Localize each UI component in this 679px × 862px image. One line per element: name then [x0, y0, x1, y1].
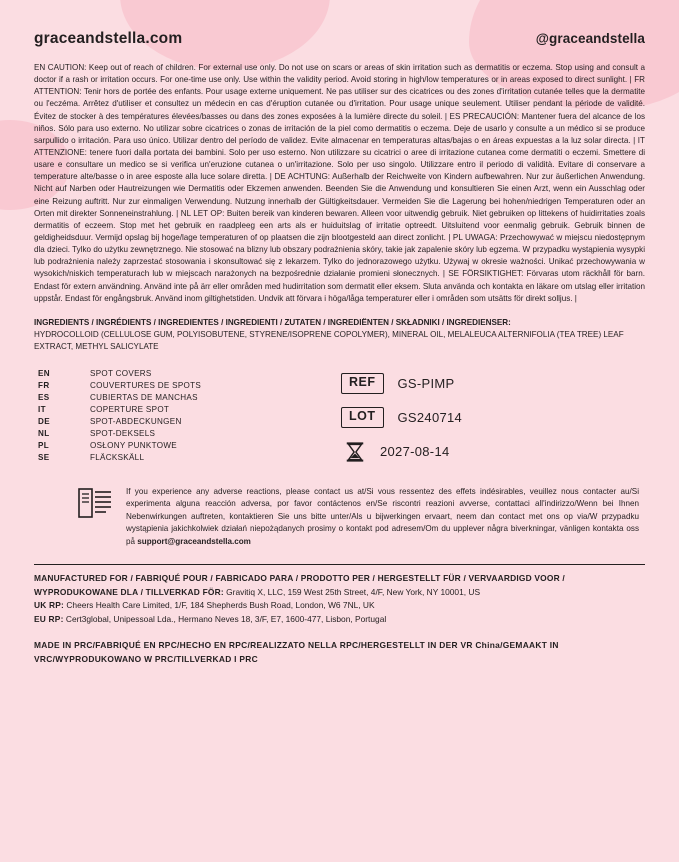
- table-row: [38, 415, 201, 427]
- lang-code: DE: [38, 416, 51, 426]
- lot-label: LOT: [341, 407, 384, 428]
- ref-value: GS-PIMP: [397, 376, 455, 392]
- lang-code: IT: [38, 404, 46, 414]
- product-name: COPERTURE SPOT: [90, 404, 170, 414]
- product-name: SPOT-ABDECKUNGEN: [90, 416, 182, 426]
- brand-social-handle: @graceandstella: [535, 31, 645, 46]
- names-and-codes: [34, 367, 645, 476]
- table-row: [38, 367, 201, 379]
- caution-paragraph: EN CAUTION: Keep out of reach of children. For external use only. Do not use on scars or areas of skin irritation such as dermatitis or eczema. Stop using and consult a doctor if a rash or irritation occurs. For one-time use only. Use within the validity period. Avoid storing in high/low temperatures or in areas exposed to direct sunlight. | FR ATTENTION: Tenir hors de portée des enfants. Pour usage externe uniquement. Ne pas utiliser sur des cicatrices ou des zones d'irritation cutanée telles que la dermatite ou l'eczéma. Arrêtez d'utiliser et consultez un médecin en cas d'éruption cutanée ou d'irritation. Pour usage unique seulement. Utiliser pendant la période de validité. Évitez de stocker à des températures élevées/basses ou dans des zones exposées à la lumière directe du soleil. | ES PRECAUCIÓN: Mantener fuera del alcance de los niños. Sólo para uso externo. No utilizar sobre cicatrices o zonas de irritación de la piel como dermatitis o eczema. Deje de usarlo y consulte a un médico si se produce sarpullido o irritación. Para uso único. Utilizar dentro del período de validez. Evite almacenar en temperaturas altas/bajas o en áreas expuestas a la luz solar directa. | IT ATTENZIONE: tenere fuori dalla portata dei bambini. Solo per uso esterno. Non utilizzare su cicatrici o aree di irritazione cutanea come dermatiti o eczemi. Smettere di usare e consultare un medico se si verifica un'eruzione cutanea o un'irritazione. Solo per uso singolo. Utilizzare entro il periodo di validità. Evitare di conservare a temperature alte/basse o in aree esposte alla luce solare diretta. | DE ACHTUNG: Außerhalb der Reichweite von Kindern aufbewahren. Nur zur äußerlichen Anwendung. Nicht auf Narben oder Hautreizungen wie Dermatitis oder Ekzemen anwenden. Beenden Sie die Anwendung und konsultieren Sie einen Arzt, wenn ein Ausschlag oder eine Reizung auftritt. Nur zur einmaligen Verwendung. Nutzung innerhalb der Gültigkeitsdauer. Vermeiden Sie die Lagerung bei hohen/niedrigen Temperaturen oder an Orten mit direkter Sonneneinstrahlung. | NL LET OP: Buiten bereik van kinderen bewaren. Alleen voor uitwendig gebruik. Niet gebruiken op littekens of huidirritaties zoals dermatitis of eczeem. Stop met het gebruik en raadpleeg een arts als er huiduitslag of irritatie optreedt. Uitsluitend voor eenmalig gebruik. Gebruik binnen de geldigheidsduur. Vermijd opslag bij hoge/lage temperaturen of op plaatsen die zijn blootgesteld aan direct zonlicht. | PL UWAGA: Przechowywać w miejscu niedostępnym dla dzieci. Tylko do użytku zewnętrznego. Nie stosować na blizny lub obszary podrażnienia skóry, takie jak zapalenie skóry lub egzema. W przypadku wystąpienia wysypki lub podrażnienia należy zaprzestać stosowania i skonsultować się z lekarzem. Tylko do jednorazowego użytku. Używaj w okresie ważności. Unikać przechowywania w wysokich/niskich temperaturach lub w miejscach narażonych na bezpośrednie działanie promieni słonecznych. | SE FÖRSIKTIGHET: Förvaras utom räckhåll för barn. Endast för extern användning. Använd inte på ärr eller områden med hudirritation som dermatit eller eksem. Sluta använda och kontakta en läkare om utslag eller irritation uppstår. Endast för engångsbruk. Använd inom giltighetstiden. Undvik att förvara i höga/låga temperaturer eller i områden som utsätts för direkt solljus. |: [34, 63, 645, 303]
- product-name-table: [38, 367, 201, 463]
- table-row: [38, 379, 201, 391]
- lang-code: FR: [38, 380, 50, 390]
- brand-website: graceandstella.com: [34, 30, 183, 47]
- lang-code: PL: [38, 440, 50, 450]
- table-row: [38, 439, 201, 451]
- product-name: FLÄCKSKÄLL: [90, 452, 145, 462]
- lang-code: SE: [38, 452, 50, 462]
- lang-code: ES: [38, 392, 50, 402]
- uk-rp-label: UK RP:: [34, 600, 65, 611]
- eu-rp-label: EU RP:: [34, 613, 64, 624]
- support-email: support@graceandstella.com: [137, 536, 251, 546]
- expiry-value: 2027-08-14: [380, 444, 450, 460]
- ref-row: [341, 373, 641, 394]
- adverse-reaction-notice: [34, 486, 645, 549]
- product-name: SPOT COVERS: [90, 368, 152, 378]
- ingredients-list: HYDROCOLLOID (CELLULOSE GUM, POLYISOBUTENE, STYRENE/ISOPRENE COPOLYMER), MINERAL OIL, MELALEUCA ALTERNIFOLIA (TEA TREE) LEAF EXTRACT, METHYL SALICYLATE: [34, 329, 624, 352]
- manufactured-for-label: MANUFACTURED FOR / FABRIQUÉ POUR / FABRICADO PARA / PRODOTTO PER / HERGESTELLT FÜR / VERVAARDIGD VOOR / WYPRODUKOWANE DLA / TILLVERKAD FÖR:: [34, 573, 565, 597]
- made-in-statement: MADE IN PRC/FABRIQUÉ EN RPC/HECHO EN RPC/REALIZZATO NELLA RPC/HERGESTELLT IN DER VR China/GEMAAKT IN VRC/WYPRODUKOWANO W PRC/TILLVERKAD I PRC: [34, 640, 559, 664]
- uk-rp-value: Cheers Health Care Limited, 1/F, 184 Shepherds Bush Road, London, W6 7NL, UK: [66, 600, 375, 611]
- table-row: [38, 451, 201, 463]
- manufactured-for: [34, 572, 645, 599]
- hourglass-icon: [344, 441, 366, 463]
- eu-rp: [34, 613, 645, 626]
- ingredients-section: [34, 317, 645, 353]
- eu-rp-value: Cert3global, Unipessoal Lda., Hermano Neves 18, 3/F, E7, 1600-477, Lisbon, Portugal: [65, 613, 387, 624]
- table-row: [38, 403, 201, 415]
- notice-text: [126, 486, 639, 549]
- product-name: SPOT-DEKSELS: [90, 428, 156, 438]
- product-name: CUBIERTAS DE MANCHAS: [90, 392, 198, 402]
- table-row: [38, 391, 201, 403]
- expiry-row: [341, 441, 641, 463]
- lang-code: EN: [38, 368, 51, 378]
- product-name: OSŁONY PUNKTOWE: [90, 440, 177, 450]
- lang-code: NL: [38, 428, 50, 438]
- lot-row: [341, 407, 641, 428]
- manufacturer-block: [34, 564, 645, 626]
- lot-value: GS240714: [397, 409, 463, 425]
- manufactured-for-value: Gravitiq X, LLC, 159 West 25th Street, 4/F, New York, NY 10001, US: [226, 586, 481, 597]
- ref-label: REF: [341, 373, 384, 394]
- ingredients-heading: INGREDIENTS / INGRÉDIENTS / INGREDIENTES / INGREDIENTI / ZUTATEN / INGREDIËNTEN / SKŁADNIKI / INGREDIENSER:: [34, 317, 511, 327]
- code-block: [341, 373, 641, 476]
- header: [34, 30, 645, 48]
- product-name: COUVERTURES DE SPOTS: [90, 380, 202, 390]
- uk-rp: [34, 599, 645, 612]
- notice-body: If you experience any adverse reactions, please contact us at/Si vous ressentez des effets indésirables, veuillez nous contacter au/Si experimenta alguna reacción adversa, por favor contáctenos en/Se riscontri reazioni avverse, contattaci all'indirizzo/Wenn bei Ihnen Nebenwirkungen auftreten, kontaktieren Sie uns bitte unter/Als u bijwerkingen ervaart, neem dan contact met ons op via/W przypadku wystąpienia jakichkolwiek działań niepożądanych prosimy o kontakt pod adresem/Om du upplever några biverkningar, vänligen kontakta oss på: [126, 486, 639, 546]
- table-row: [38, 427, 201, 439]
- instruction-leaflet-icon: [78, 488, 112, 518]
